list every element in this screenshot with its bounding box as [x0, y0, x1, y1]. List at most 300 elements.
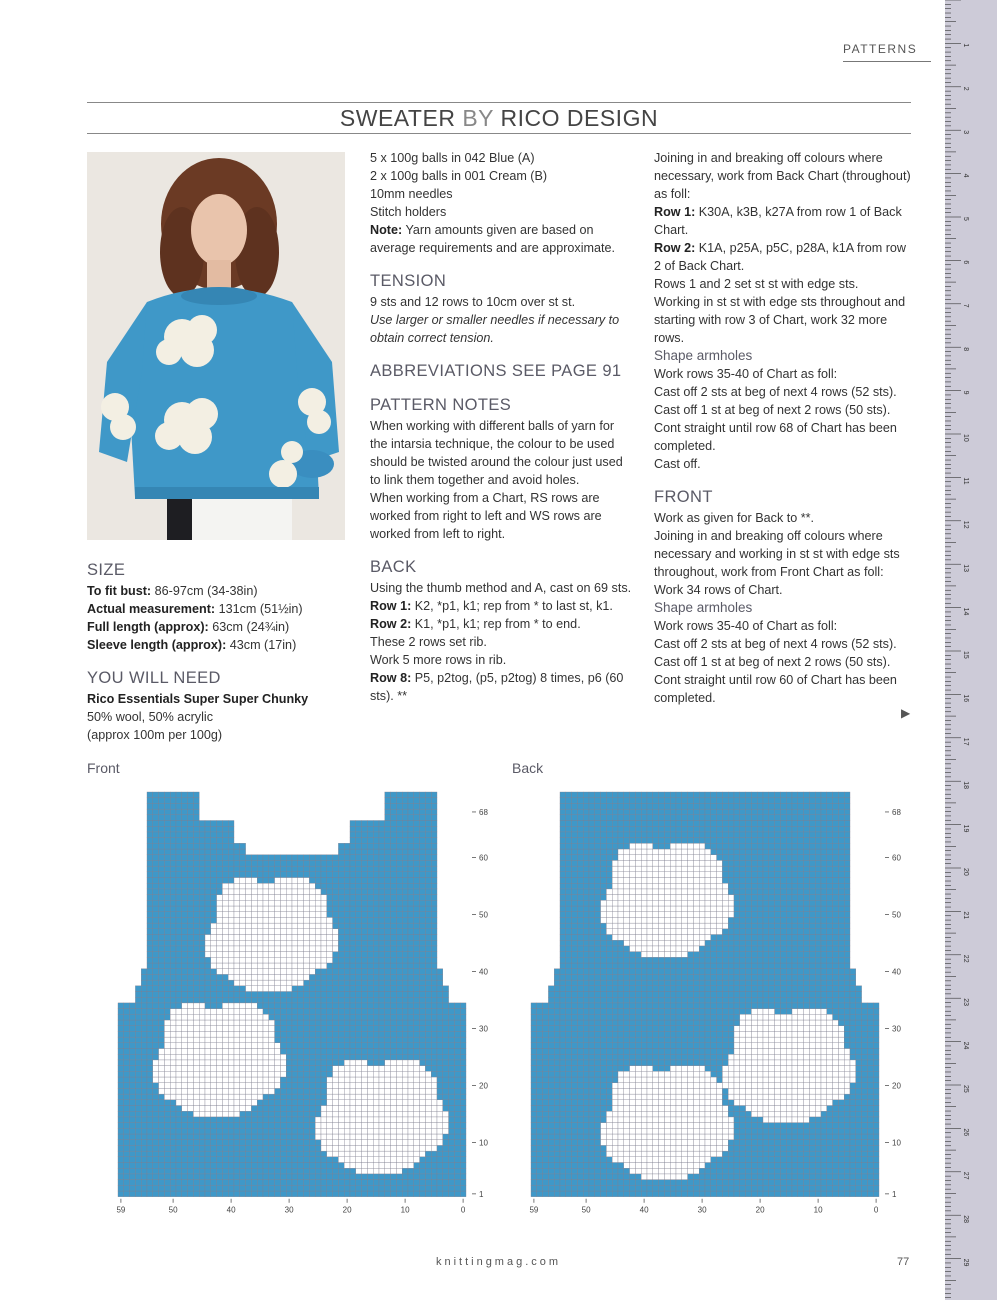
- chart-cell-cream: [350, 1100, 356, 1106]
- chart-cell-blue: [844, 1174, 850, 1180]
- chart-cell-blue: [280, 1191, 286, 1197]
- chart-cell-cream: [188, 1014, 194, 1020]
- chart-cell-blue: [159, 1020, 165, 1026]
- chart-cell-cream: [240, 1026, 246, 1032]
- chart-cell-blue: [188, 986, 194, 992]
- chart-cell-blue: [130, 1071, 136, 1077]
- chart-cell-cream: [205, 940, 211, 946]
- chart-cell-blue: [367, 1043, 373, 1049]
- chart-cell-blue: [606, 1088, 612, 1094]
- chart-cell-blue: [327, 1180, 333, 1186]
- chart-cell-cream: [193, 1020, 199, 1026]
- chart-cell-blue: [251, 1123, 257, 1129]
- chart-cell-blue: [170, 1168, 176, 1174]
- x-tick-label: 0: [460, 1205, 466, 1215]
- chart-cell-cream: [833, 1083, 839, 1089]
- chart-cell-blue: [373, 1060, 379, 1066]
- chart-cell-blue: [856, 1077, 862, 1083]
- chart-cell-cream: [408, 1100, 414, 1106]
- chart-cell-cream: [711, 1106, 717, 1112]
- chart-cell-cream: [211, 1009, 217, 1015]
- chart-cell-blue: [130, 1037, 136, 1043]
- chart-cell-blue: [537, 1151, 543, 1157]
- chart-cell-cream: [630, 1123, 636, 1129]
- chart-cell-blue: [425, 906, 431, 912]
- chart-cell-blue: [367, 952, 373, 958]
- chart-cell-cream: [769, 1083, 775, 1089]
- chart-cell-blue: [147, 1145, 153, 1151]
- chart-cell-blue: [431, 1151, 437, 1157]
- chart-cell-cream: [792, 1077, 798, 1083]
- chart-cell-blue: [757, 1151, 763, 1157]
- chart-cell-blue: [780, 1191, 786, 1197]
- chart-cell-cream: [379, 1083, 385, 1089]
- chart-cell-blue: [367, 1020, 373, 1026]
- chart-cell-blue: [449, 1083, 455, 1089]
- chart-cell-cream: [612, 1083, 618, 1089]
- chart-cell-cream: [717, 1094, 723, 1100]
- chart-cell-cream: [612, 1088, 618, 1094]
- chart-cell-cream: [612, 1157, 618, 1163]
- chart-cell-blue: [188, 1145, 194, 1151]
- chart-cell-cream: [211, 1094, 217, 1100]
- chart-cell-blue: [333, 997, 339, 1003]
- chart-cell-blue: [327, 906, 333, 912]
- chart-cell-blue: [431, 1191, 437, 1197]
- chart-cell-blue: [176, 1163, 182, 1169]
- chart-cell-cream: [228, 974, 234, 980]
- chart-cell-blue: [315, 1060, 321, 1066]
- chart-cell-blue: [217, 821, 223, 827]
- chart-cell-cream: [437, 1117, 443, 1123]
- chart-cell-cream: [670, 1128, 676, 1134]
- chart-cell-cream: [280, 974, 286, 980]
- chart-cell-blue: [385, 849, 391, 855]
- chart-cell-blue: [688, 1180, 694, 1186]
- chart-cell-cream: [705, 1151, 711, 1157]
- chart-cell-blue: [153, 826, 159, 832]
- chart-cell-blue: [135, 1168, 141, 1174]
- chart-cell-blue: [263, 992, 269, 998]
- chart-cell-cream: [425, 1100, 431, 1106]
- chart-cell-cream: [618, 1088, 624, 1094]
- chart-cell-blue: [327, 1043, 333, 1049]
- chart-cell-blue: [205, 1145, 211, 1151]
- chart-cell-blue: [309, 1014, 315, 1020]
- chart-cell-blue: [612, 1174, 618, 1180]
- chart-cell-cream: [682, 1174, 688, 1180]
- chart-cell-blue: [141, 1009, 147, 1015]
- chart-cell-blue: [454, 1037, 460, 1043]
- chart-cell-blue: [269, 1180, 275, 1186]
- chart-cell-blue: [804, 1163, 810, 1169]
- chart-cell-cream: [292, 946, 298, 952]
- chart-cell-cream: [344, 1157, 350, 1163]
- chart-cell-blue: [338, 1026, 344, 1032]
- chart-cell-blue: [699, 1180, 705, 1186]
- chart-cell-cream: [763, 1088, 769, 1094]
- chart-cell-blue: [240, 1117, 246, 1123]
- chart-cell-cream: [809, 1094, 815, 1100]
- chart-cell-cream: [402, 1151, 408, 1157]
- chart-cell-cream: [431, 1128, 437, 1134]
- chart-cell-cream: [367, 1123, 373, 1129]
- chart-cell-cream: [367, 1157, 373, 1163]
- chart-cell-cream: [641, 1163, 647, 1169]
- chart-cell-cream: [240, 1083, 246, 1089]
- chart-cell-cream: [350, 1134, 356, 1140]
- chart-cell-cream: [199, 1020, 205, 1026]
- chart-cell-blue: [740, 1111, 746, 1117]
- chart-cell-cream: [699, 1106, 705, 1112]
- chart-cell-blue: [164, 1168, 170, 1174]
- tension-note: Use larger or smaller needles if necessary to obtain correct tension.: [370, 313, 620, 345]
- chart-cell-blue: [344, 860, 350, 866]
- chart-cell-cream: [641, 1157, 647, 1163]
- chart-cell-blue: [537, 1128, 543, 1134]
- chart-cell-blue: [362, 1174, 368, 1180]
- chart-cell-blue: [856, 1094, 862, 1100]
- chart-cell-blue: [362, 1043, 368, 1049]
- chart-cell-blue: [367, 1014, 373, 1020]
- chart-cell-blue: [838, 1157, 844, 1163]
- chart-cell-blue: [408, 917, 414, 923]
- chart-cell-blue: [572, 1191, 578, 1197]
- chart-cell-blue: [572, 1145, 578, 1151]
- chart-cell-blue: [222, 866, 228, 872]
- chart-cell-blue: [338, 900, 344, 906]
- chart-cell-cream: [205, 1111, 211, 1117]
- chart-cell-blue: [367, 895, 373, 901]
- chart-cell-blue: [443, 1071, 449, 1077]
- chart-cell-cream: [425, 1083, 431, 1089]
- chart-cell-blue: [153, 1180, 159, 1186]
- chart-cell-cream: [199, 1003, 205, 1009]
- chart-cell-cream: [402, 1083, 408, 1089]
- chart-cell-blue: [199, 940, 205, 946]
- chart-cell-blue: [809, 1180, 815, 1186]
- chart-cell-cream: [402, 1071, 408, 1077]
- chart-cell-blue: [577, 1094, 583, 1100]
- chart-cell-cream: [635, 1151, 641, 1157]
- chart-cell-blue: [176, 946, 182, 952]
- back-instruction: Work rows 35-40 of Chart as foll:: [654, 367, 838, 381]
- chart-cell-blue: [193, 912, 199, 918]
- chart-cell-blue: [460, 1026, 466, 1032]
- chart-cell-blue: [373, 1180, 379, 1186]
- chart-cell-blue: [838, 1106, 844, 1112]
- chart-cell-cream: [618, 1151, 624, 1157]
- chart-cell-blue: [257, 1134, 263, 1140]
- chart-cell-blue: [862, 1191, 868, 1197]
- chart-cell-blue: [193, 883, 199, 889]
- chart-cell-blue: [164, 832, 170, 838]
- chart-cell-cream: [263, 1020, 269, 1026]
- chart-cell-blue: [263, 1100, 269, 1106]
- chart-cell-blue: [873, 1094, 879, 1100]
- chart-cell-cream: [176, 1049, 182, 1055]
- chart-cell-blue: [118, 1060, 124, 1066]
- chart-cell-blue: [199, 929, 205, 935]
- chart-cell-blue: [124, 1031, 130, 1037]
- chart-cell-blue: [537, 1134, 543, 1140]
- chart-cell-blue: [228, 821, 234, 827]
- chart-cell-blue: [176, 1128, 182, 1134]
- chart-cell-blue: [833, 1117, 839, 1123]
- chart-cell-blue: [182, 1185, 188, 1191]
- chart-cell-cream: [269, 895, 275, 901]
- chart-cell-cream: [257, 1060, 263, 1066]
- chart-cell-blue: [537, 1111, 543, 1117]
- chart-cell-blue: [577, 1163, 583, 1169]
- chart-cell-blue: [188, 1180, 194, 1186]
- chart-cell-cream: [257, 906, 263, 912]
- chart-cell-blue: [809, 1174, 815, 1180]
- chart-cell-blue: [798, 1185, 804, 1191]
- chart-cell-blue: [141, 1049, 147, 1055]
- chart-cell-blue: [402, 1009, 408, 1015]
- chart-cell-cream: [327, 1128, 333, 1134]
- chart-cell-cream: [199, 1054, 205, 1060]
- chart-cell-cream: [624, 1157, 630, 1163]
- chart-cell-blue: [543, 1117, 549, 1123]
- chart-cell-blue: [280, 1106, 286, 1112]
- chart-cell-blue: [443, 1174, 449, 1180]
- chart-cell-blue: [141, 1094, 147, 1100]
- chart-cell-blue: [449, 1151, 455, 1157]
- chart-cell-blue: [420, 969, 426, 975]
- chart-cell-cream: [356, 1106, 362, 1112]
- chart-cell-blue: [217, 1145, 223, 1151]
- chart-cell-blue: [188, 900, 194, 906]
- chart-cell-blue: [333, 969, 339, 975]
- chart-cell-blue: [595, 1180, 601, 1186]
- chart-cell-blue: [147, 1111, 153, 1117]
- chart-cell-blue: [554, 1174, 560, 1180]
- chart-cell-blue: [135, 1174, 141, 1180]
- chart-cell-cream: [228, 1111, 234, 1117]
- chart-cell-cream: [222, 923, 228, 929]
- chart-cell-blue: [292, 1145, 298, 1151]
- chart-cell-blue: [211, 974, 217, 980]
- chart-cell-blue: [396, 906, 402, 912]
- chart-cell-cream: [420, 1151, 426, 1157]
- chart-cell-cream: [344, 1066, 350, 1072]
- chart-cell-blue: [414, 826, 420, 832]
- chart-cell-blue: [222, 1180, 228, 1186]
- chart-cell-blue: [560, 1083, 566, 1089]
- chart-cell-blue: [601, 1168, 607, 1174]
- chart-cell-cream: [350, 1083, 356, 1089]
- chart-cell-blue: [211, 826, 217, 832]
- chart-cell-blue: [222, 986, 228, 992]
- chart-cell-blue: [118, 1123, 124, 1129]
- chart-cell-cream: [321, 1106, 327, 1112]
- chart-cell-blue: [298, 1123, 304, 1129]
- chart-cell-cream: [414, 1094, 420, 1100]
- chart-cell-blue: [286, 1191, 292, 1197]
- chart-cell-blue: [217, 1134, 223, 1140]
- chart-cell-cream: [711, 1111, 717, 1117]
- chart-cell-blue: [554, 1106, 560, 1112]
- chart-cell-blue: [147, 815, 153, 821]
- chart-cell-blue: [862, 1180, 868, 1186]
- chart-cell-blue: [124, 1123, 130, 1129]
- chart-cell-blue: [141, 1185, 147, 1191]
- chart-cell-blue: [379, 1174, 385, 1180]
- chart-cell-blue: [211, 1174, 217, 1180]
- chart-cell-cream: [298, 906, 304, 912]
- chart-cell-blue: [199, 883, 205, 889]
- chart-cell-blue: [443, 1100, 449, 1106]
- chart-cell-blue: [333, 872, 339, 878]
- chart-cell-blue: [124, 1088, 130, 1094]
- chart-cell-blue: [159, 895, 165, 901]
- chart-cell-blue: [205, 1163, 211, 1169]
- chart-cell-blue: [635, 1174, 641, 1180]
- chart-cell-cream: [257, 1020, 263, 1026]
- chart-cell-blue: [118, 1009, 124, 1015]
- chart-cell-cream: [193, 1083, 199, 1089]
- chart-cell-blue: [182, 940, 188, 946]
- chart-cell-cream: [367, 1071, 373, 1077]
- chart-cell-blue: [338, 878, 344, 884]
- chart-cell-blue: [304, 1168, 310, 1174]
- chart-cell-blue: [722, 1168, 728, 1174]
- chart-cell-blue: [135, 1106, 141, 1112]
- chart-cell-cream: [309, 969, 315, 975]
- chart-cell-cream: [763, 1100, 769, 1106]
- chart-cell-cream: [269, 1060, 275, 1066]
- chart-cell-blue: [350, 969, 356, 975]
- chart-cell-blue: [775, 1168, 781, 1174]
- chart-cell-blue: [543, 1071, 549, 1077]
- chart-cell-blue: [531, 1071, 537, 1077]
- chart-cell-cream: [356, 1168, 362, 1174]
- chart-cell-blue: [601, 1191, 607, 1197]
- chart-cell-cream: [304, 883, 310, 889]
- chart-cell-blue: [304, 855, 310, 861]
- chart-cell-blue: [373, 1049, 379, 1055]
- chart-cell-cream: [217, 1049, 223, 1055]
- chart-cell-cream: [763, 1094, 769, 1100]
- chart-cell-blue: [338, 980, 344, 986]
- y-tick-label: 1: [479, 1189, 484, 1199]
- chart-cell-blue: [391, 815, 397, 821]
- chart-cell-cream: [222, 1071, 228, 1077]
- chart-cell-cream: [664, 1088, 670, 1094]
- chart-cell-cream: [222, 1083, 228, 1089]
- chart-cell-cream: [612, 1151, 618, 1157]
- chart-cell-blue: [269, 860, 275, 866]
- chart-cell-blue: [350, 986, 356, 992]
- chart-cell-blue: [425, 1009, 431, 1015]
- chart-cell-cream: [217, 1031, 223, 1037]
- chart-cell-blue: [309, 1140, 315, 1146]
- chart-cell-blue: [147, 1134, 153, 1140]
- chart-cell-cream: [327, 952, 333, 958]
- chart-cell-blue: [734, 1168, 740, 1174]
- chart-cell-blue: [176, 992, 182, 998]
- chart-cell-blue: [159, 906, 165, 912]
- chart-cell-blue: [309, 1088, 315, 1094]
- chart-cell-blue: [188, 912, 194, 918]
- chart-cell-blue: [408, 792, 414, 798]
- chart-cell-blue: [141, 1134, 147, 1140]
- chart-cell-blue: [659, 1191, 665, 1197]
- chart-cell-cream: [746, 1077, 752, 1083]
- chart-cell-blue: [333, 895, 339, 901]
- chart-cell-blue: [159, 1185, 165, 1191]
- chart-cell-cream: [425, 1106, 431, 1112]
- chart-cell-cream: [257, 974, 263, 980]
- chart-cell-blue: [833, 1185, 839, 1191]
- chart-cell-blue: [589, 1134, 595, 1140]
- chart-cell-blue: [595, 1117, 601, 1123]
- chart-cell-blue: [246, 997, 252, 1003]
- chart-cell-cream: [176, 1083, 182, 1089]
- chart-cell-blue: [344, 980, 350, 986]
- chart-cell-cream: [309, 906, 315, 912]
- chart-cell-blue: [873, 1185, 879, 1191]
- chart-cell-cream: [222, 1037, 228, 1043]
- chart-cell-blue: [240, 1151, 246, 1157]
- chart-cell-blue: [350, 1020, 356, 1026]
- chart-cell-cream: [188, 1066, 194, 1072]
- chart-cell-blue: [315, 1009, 321, 1015]
- chart-cell-cream: [251, 974, 257, 980]
- chart-cell-cream: [164, 1026, 170, 1032]
- chart-cell-blue: [548, 1128, 554, 1134]
- chart-cell-cream: [664, 1128, 670, 1134]
- chart-cell-cream: [309, 883, 315, 889]
- chart-cell-blue: [356, 946, 362, 952]
- chart-cell-cream: [688, 1100, 694, 1106]
- chart-cell-blue: [856, 1157, 862, 1163]
- chart-cell-cream: [612, 1123, 618, 1129]
- title-part-b: BY: [462, 105, 494, 131]
- chart-cell-cream: [786, 1094, 792, 1100]
- chart-cell-cream: [269, 1088, 275, 1094]
- chart-cell-blue: [246, 1185, 252, 1191]
- chart-cell-blue: [269, 1106, 275, 1112]
- chart-cell-blue: [431, 900, 437, 906]
- chart-cell-blue: [170, 855, 176, 861]
- chart-cell-cream: [396, 1128, 402, 1134]
- chart-cell-blue: [234, 1134, 240, 1140]
- chart-cell-cream: [693, 1157, 699, 1163]
- chart-cell-cream: [234, 929, 240, 935]
- chart-cell-blue: [251, 1134, 257, 1140]
- chart-cell-blue: [356, 866, 362, 872]
- chart-cell-blue: [211, 1157, 217, 1163]
- chart-cell-blue: [298, 1100, 304, 1106]
- chart-cell-blue: [420, 838, 426, 844]
- chart-cell-blue: [572, 1111, 578, 1117]
- chart-cell-blue: [199, 997, 205, 1003]
- chart-cell-cream: [240, 1071, 246, 1077]
- chart-cell-blue: [531, 1191, 537, 1197]
- chart-cell-cream: [402, 1140, 408, 1146]
- chart-cell-cream: [443, 1123, 449, 1129]
- chart-cell-blue: [240, 1134, 246, 1140]
- chart-cell-blue: [391, 963, 397, 969]
- chart-cell-cream: [286, 889, 292, 895]
- chart-cell-cream: [193, 1043, 199, 1049]
- chart-cell-blue: [188, 1111, 194, 1117]
- chart-cell-blue: [130, 1031, 136, 1037]
- chart-cell-cream: [659, 1100, 665, 1106]
